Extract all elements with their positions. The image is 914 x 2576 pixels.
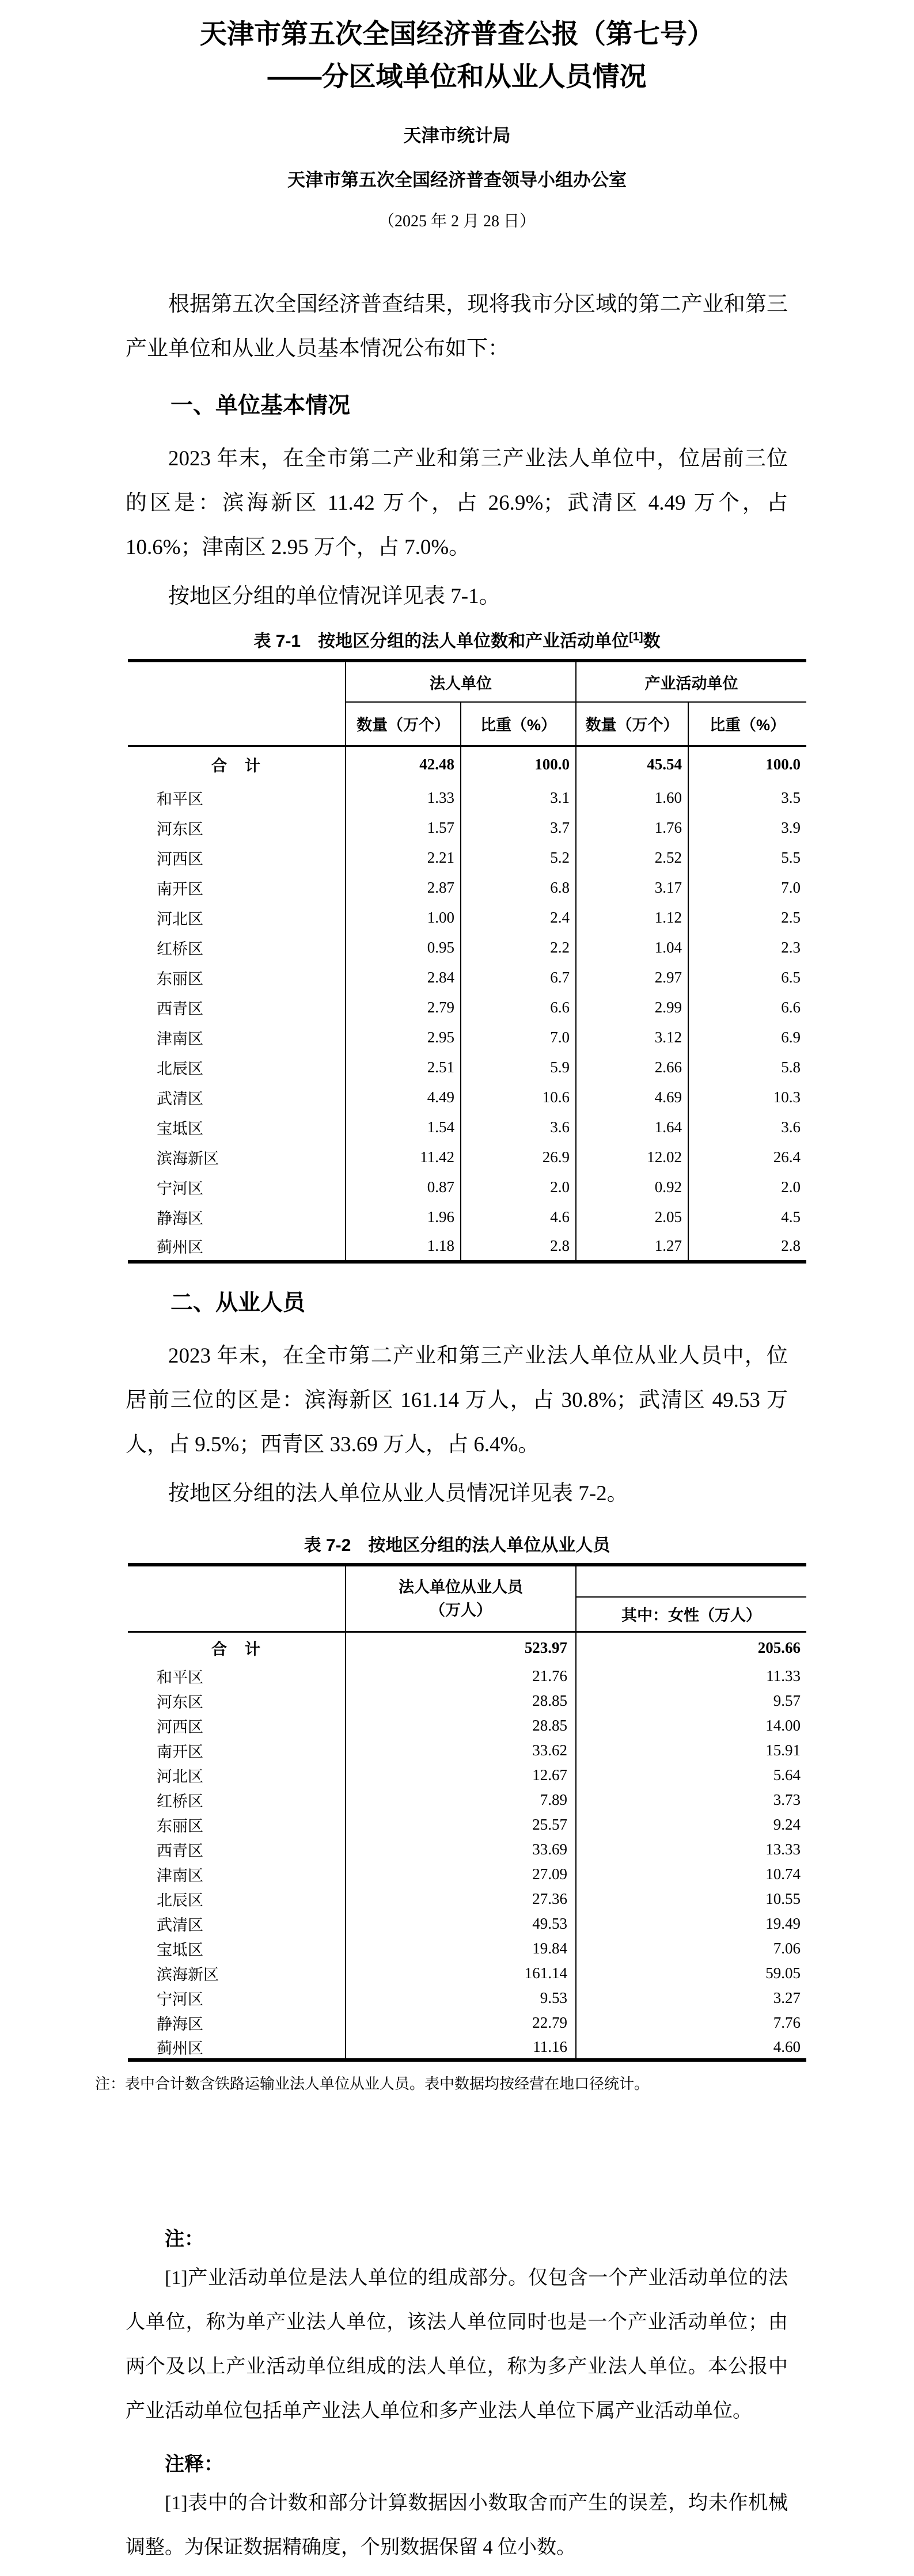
publish-date: （2025 年 2 月 28 日） — [378, 213, 536, 230]
table-7-1-title-text: 表 7-1 按地区分组的法人单位数和产业活动单位 — [253, 632, 629, 651]
table-7-1-col-share-1: 比重（%） — [461, 702, 576, 746]
value-cell: 3.6 — [461, 1112, 576, 1142]
value-cell: 3.6 — [781, 1118, 801, 1136]
table-7-1-group-legal-units: 法人单位 — [346, 661, 576, 702]
value-cell: 12.02 — [576, 1142, 688, 1172]
table-row — [128, 1052, 806, 1082]
region-cell: 红桥区 — [128, 1788, 346, 1812]
value-cell: 6.6 — [461, 992, 576, 1022]
table-row — [128, 902, 806, 932]
value-cell: 1.27 — [576, 1232, 688, 1262]
value-cell: 0.92 — [576, 1172, 688, 1202]
issuer-org-2: 天津市第五次全国经济普查领导小组办公室 — [287, 170, 627, 190]
table-7-1-corner-cell — [128, 661, 346, 746]
total-label: 合 计 — [128, 1632, 346, 1664]
region-cell: 静海区 — [128, 2010, 346, 2035]
table-row — [128, 1082, 806, 1112]
region-cell: 红桥区 — [128, 932, 346, 962]
table-row — [128, 962, 806, 992]
region-cell: 东丽区 — [128, 962, 346, 992]
value-cell: 4.6 — [461, 1202, 576, 1232]
remarks-label: 注释： — [165, 2453, 223, 2475]
total-value: 100.0 — [461, 746, 576, 783]
value-cell: 3.7 — [461, 813, 576, 843]
value-cell: 3.9 — [781, 818, 801, 836]
table-7-2-corner-cell — [128, 1565, 346, 1632]
section-2-paragraph-1: 2023 年末，在全市第二产业和第三产业法人单位从业人员中，位居前三位的区是：滨海新区 161.14 万人，占 30.8%；武清区 49.53 万人，占 9.5%；西青区 33.69 万人，占 6.4%。 — [126, 1344, 788, 1456]
value-cell: 11.33 — [766, 1667, 801, 1685]
table-row — [128, 1788, 806, 1812]
value-cell: 5.2 — [461, 843, 576, 872]
region-cell: 北辰区 — [128, 1052, 346, 1082]
value-cell: 27.36 — [346, 1887, 576, 1911]
value-cell: 4.49 — [346, 1082, 461, 1112]
value-cell: 1.57 — [346, 813, 461, 843]
value-cell: 9.53 — [346, 1986, 576, 2010]
table-7-1-col-share-2: 比重（%） — [688, 702, 806, 746]
value-cell: 19.49 — [765, 1915, 801, 1932]
value-cell: 12.67 — [346, 1763, 576, 1788]
value-cell: 26.4 — [773, 1148, 801, 1166]
table-row — [128, 1689, 806, 1713]
table-7-1-total-row — [128, 746, 806, 783]
value-cell: 3.1 — [461, 783, 576, 813]
table-7-1-col-qty-1: 数量（万个） — [346, 702, 461, 746]
value-cell: 7.06 — [773, 1940, 801, 1957]
table-7-1-title — [0, 627, 914, 652]
table-row — [128, 1837, 806, 1862]
region-cell: 和平区 — [128, 1664, 346, 1689]
page-title-line2: ——分区域单位和从业人员情况 — [267, 61, 647, 92]
table-row — [128, 1986, 806, 2010]
value-cell: 3.27 — [773, 1989, 801, 2006]
page-title — [0, 0, 914, 98]
table-7-2-col-employees-line2: （万人） — [430, 1601, 492, 1619]
value-cell: 2.4 — [461, 902, 576, 932]
table-row — [128, 783, 806, 813]
value-cell: 4.60 — [773, 2038, 801, 2055]
value-cell: 6.7 — [461, 962, 576, 992]
table-7-2-col-female: 其中：女性（万人） — [576, 1597, 806, 1632]
table-row — [128, 872, 806, 902]
note-1-paragraph: [1]产业活动单位是法人单位的组成部分。仅包含一个产业活动单位的法人单位，称为单产业法人单位，该法人单位同时也是一个产业活动单位；由两个及以上产业活动单位组成的法人单位，称为多产业法人单位。本公报中产业活动单位包括单产业法人单位和多产业法人单位下属产业活动单位。 — [126, 2267, 788, 2422]
table-row — [128, 1142, 806, 1172]
table-7-2 — [128, 1563, 806, 2062]
value-cell: 2.99 — [576, 992, 688, 1022]
value-cell: 22.79 — [346, 2010, 576, 2035]
table-row — [128, 1172, 806, 1202]
value-cell: 1.04 — [576, 932, 688, 962]
region-cell: 东丽区 — [128, 1812, 346, 1837]
value-cell: 3.12 — [576, 1022, 688, 1052]
region-cell: 蓟州区 — [128, 1232, 346, 1262]
table-7-2-col-employees — [346, 1565, 576, 1632]
value-cell: 33.69 — [346, 1837, 576, 1862]
table-row — [128, 1812, 806, 1837]
value-cell: 2.84 — [346, 962, 461, 992]
total-label: 合 计 — [128, 746, 346, 783]
value-cell: 7.76 — [773, 2014, 801, 2031]
table-row — [128, 1763, 806, 1788]
value-cell: 4.69 — [576, 1082, 688, 1112]
table-row — [128, 1911, 806, 1936]
table-row — [128, 1022, 806, 1052]
total-value: 100.0 — [765, 756, 801, 773]
region-cell: 武清区 — [128, 1082, 346, 1112]
region-cell: 宁河区 — [128, 1172, 346, 1202]
section-1-paragraph-2: 按地区分组的单位情况详见表 7-1。 — [168, 585, 500, 608]
table-7-2-step-cell — [576, 1565, 806, 1597]
table-row — [128, 1713, 806, 1738]
region-cell: 河东区 — [128, 813, 346, 843]
region-cell: 河北区 — [128, 902, 346, 932]
value-cell: 1.54 — [346, 1112, 461, 1142]
value-cell: 2.97 — [576, 962, 688, 992]
value-cell: 5.8 — [781, 1058, 801, 1076]
value-cell: 1.96 — [346, 1202, 461, 1232]
table-7-2-header-row-1 — [128, 1565, 806, 1597]
value-cell: 15.91 — [765, 1742, 801, 1759]
table-row — [128, 1936, 806, 1961]
table-row — [128, 992, 806, 1022]
value-cell: 11.42 — [346, 1142, 461, 1172]
table-7-1 — [128, 659, 806, 1264]
value-cell: 28.85 — [346, 1713, 576, 1738]
value-cell: 3.5 — [781, 788, 801, 806]
value-cell: 2.21 — [346, 843, 461, 872]
table-7-2-col-employees-line1: 法人单位从业人员 — [399, 1578, 523, 1596]
value-cell: 9.57 — [773, 1692, 801, 1709]
table-row — [128, 1202, 806, 1232]
value-cell: 2.51 — [346, 1052, 461, 1082]
value-cell: 1.60 — [576, 783, 688, 813]
value-cell: 13.33 — [765, 1841, 801, 1858]
value-cell: 6.5 — [781, 968, 801, 986]
value-cell: 28.85 — [346, 1689, 576, 1713]
value-cell: 10.3 — [773, 1088, 801, 1106]
value-cell: 7.89 — [346, 1788, 576, 1812]
section-2-paragraph-2: 按地区分组的法人单位从业人员情况详见表 7-2。 — [168, 1482, 628, 1505]
value-cell: 19.84 — [346, 1936, 576, 1961]
region-cell: 宁河区 — [128, 1986, 346, 2010]
value-cell: 2.52 — [576, 843, 688, 872]
section-1-paragraph-1: 2023 年末，在全市第二产业和第三产业法人单位中，位居前三位的区是：滨海新区 11.42 万个，占 26.9%；武清区 4.49 万个，占 10.6%；津南区 2.95 万个，占 7.0%。 — [126, 447, 788, 559]
value-cell: 2.66 — [576, 1052, 688, 1082]
value-cell: 5.5 — [781, 848, 801, 866]
table-row — [128, 2035, 806, 2060]
region-cell: 宝坻区 — [128, 1112, 346, 1142]
table-row — [128, 1961, 806, 1986]
table-row — [128, 813, 806, 843]
region-cell: 南开区 — [128, 872, 346, 902]
region-cell: 河东区 — [128, 1689, 346, 1713]
value-cell: 49.53 — [346, 1911, 576, 1936]
value-cell: 9.24 — [773, 1816, 801, 1833]
region-cell: 滨海新区 — [128, 1142, 346, 1172]
table-row — [128, 1664, 806, 1689]
table-row — [128, 1232, 806, 1262]
value-cell: 7.0 — [461, 1022, 576, 1052]
region-cell: 河北区 — [128, 1763, 346, 1788]
region-cell: 河西区 — [128, 1713, 346, 1738]
value-cell: 27.09 — [346, 1862, 576, 1887]
value-cell: 2.79 — [346, 992, 461, 1022]
value-cell: 3.17 — [576, 872, 688, 902]
value-cell: 0.95 — [346, 932, 461, 962]
value-cell: 2.8 — [461, 1232, 576, 1262]
intro-paragraph: 根据第五次全国经济普查结果，现将我市分区域的第二产业和第三产业单位和从业人员基本情况公布如下： — [126, 293, 788, 361]
table-7-1-col-qty-2: 数量（万个） — [576, 702, 688, 746]
table-row — [128, 1112, 806, 1142]
total-value: 205.66 — [757, 1639, 801, 1657]
value-cell: 5.64 — [773, 1766, 801, 1784]
issuer-org-1: 天津市统计局 — [403, 126, 511, 146]
value-cell: 4.5 — [781, 1208, 801, 1226]
region-cell: 北辰区 — [128, 1887, 346, 1911]
table-7-1-group-header-row — [128, 661, 806, 702]
value-cell: 161.14 — [346, 1961, 576, 1986]
value-cell: 0.87 — [346, 1172, 461, 1202]
table-7-2-footnote: 注：表中合计数含铁路运输业法人单位从业人员。表中数据均按经营在地口径统计。 — [95, 2075, 650, 2092]
page-title-line1: 天津市第五次全国经济普查公报（第七号） — [200, 18, 714, 49]
table-7-1-title-footnote-marker: [1] — [629, 631, 643, 643]
region-cell: 武清区 — [128, 1911, 346, 1936]
value-cell: 2.0 — [781, 1178, 801, 1196]
value-cell: 2.2 — [461, 932, 576, 962]
table-row — [128, 1738, 806, 1763]
notes-label: 注： — [165, 2228, 204, 2250]
region-cell: 蓟州区 — [128, 2035, 346, 2060]
table-row — [128, 843, 806, 872]
region-cell: 宝坻区 — [128, 1936, 346, 1961]
table-row — [128, 2010, 806, 2035]
value-cell: 33.62 — [346, 1738, 576, 1763]
total-value: 45.54 — [576, 746, 688, 783]
value-cell: 2.3 — [781, 938, 801, 956]
value-cell: 1.18 — [346, 1232, 461, 1262]
value-cell: 10.55 — [765, 1890, 801, 1907]
value-cell: 2.87 — [346, 872, 461, 902]
section-1-heading: 一、单位基本情况 — [170, 393, 351, 418]
value-cell: 10.74 — [765, 1865, 801, 1883]
value-cell: 26.9 — [461, 1142, 576, 1172]
note-2-paragraph: [1]表中的合计数和部分计算数据因小数取舍而产生的误差，均未作机械调整。为保证数据精确度，个别数据保留 4 位小数。 — [126, 2492, 788, 2558]
value-cell: 5.9 — [461, 1052, 576, 1082]
region-cell: 西青区 — [128, 1837, 346, 1862]
table-7-2-title: 表 7-2 按地区分组的法人单位从业人员 — [304, 1536, 610, 1555]
value-cell: 1.33 — [346, 783, 461, 813]
value-cell: 2.5 — [781, 908, 801, 926]
value-cell: 2.95 — [346, 1022, 461, 1052]
value-cell: 21.76 — [346, 1664, 576, 1689]
value-cell: 1.64 — [576, 1112, 688, 1142]
region-cell: 静海区 — [128, 1202, 346, 1232]
value-cell: 1.00 — [346, 902, 461, 932]
value-cell: 59.05 — [765, 1964, 801, 1982]
total-value: 523.97 — [346, 1632, 576, 1664]
value-cell: 2.05 — [576, 1202, 688, 1232]
value-cell: 6.9 — [781, 1028, 801, 1046]
value-cell: 10.6 — [461, 1082, 576, 1112]
value-cell: 1.76 — [576, 813, 688, 843]
region-cell: 南开区 — [128, 1738, 346, 1763]
table-row — [128, 932, 806, 962]
value-cell: 2.8 — [781, 1237, 801, 1254]
table-7-1-title-suffix: 数 — [643, 632, 661, 651]
region-cell: 津南区 — [128, 1022, 346, 1052]
value-cell: 6.6 — [781, 998, 801, 1016]
region-cell: 和平区 — [128, 783, 346, 813]
region-cell: 西青区 — [128, 992, 346, 1022]
value-cell: 1.12 — [576, 902, 688, 932]
value-cell: 11.16 — [346, 2035, 576, 2060]
region-cell: 滨海新区 — [128, 1961, 346, 1986]
section-2-heading: 二、从业人员 — [170, 1291, 306, 1315]
region-cell: 河西区 — [128, 843, 346, 872]
total-value: 42.48 — [346, 746, 461, 783]
table-7-2-total-row — [128, 1632, 806, 1664]
value-cell: 7.0 — [781, 878, 801, 896]
value-cell: 3.73 — [773, 1791, 801, 1808]
table-row — [128, 1862, 806, 1887]
value-cell: 25.57 — [346, 1812, 576, 1837]
value-cell: 14.00 — [765, 1717, 801, 1734]
value-cell: 6.8 — [461, 872, 576, 902]
table-7-1-group-activity-units: 产业活动单位 — [576, 661, 806, 702]
region-cell: 津南区 — [128, 1862, 346, 1887]
table-row — [128, 1887, 806, 1911]
value-cell: 2.0 — [461, 1172, 576, 1202]
